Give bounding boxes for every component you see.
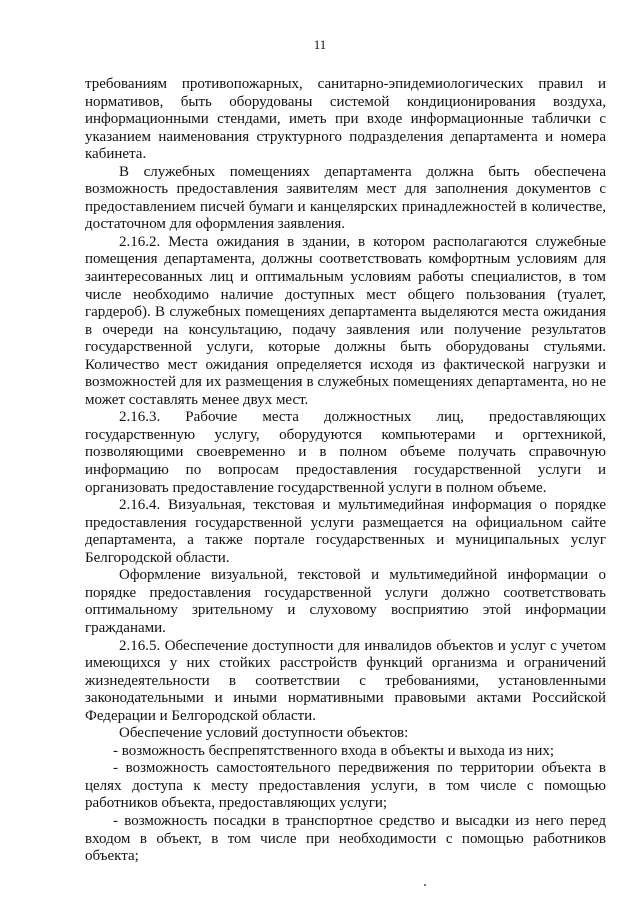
paragraph-2-16-3: 2.16.3. Рабочие места должностных лиц, предоставляющих государственную услугу, оборудуются компьютерами и оргтехникой, позволяющими своевременно и в полном объеме получать справочную информацию по вопросам предоставления государственной услуги и организовать предоставление государственной услуги в полном объеме. (85, 409, 606, 496)
page-number: 11 (313, 37, 327, 52)
paragraph-information-design: Оформление визуальной, текстовой и мультимедийной информации о порядке предоставления государственной услуги должно соответствовать оптимальному зрительному и слуховому восприятию этой информации гражданами. (85, 567, 606, 636)
paragraph-document-filling-places: В служебных помещениях департамента должна быть обеспечена возможность предоставления заявителям мест для заполнения документов с предоставлением писчей бумаги и канцелярских принадлежностей в количестве, достаточном для оформления заявления. (85, 163, 606, 233)
document-body (85, 76, 606, 866)
paragraph-accessibility-conditions: Обеспечение условий доступности объектов: (119, 725, 409, 742)
paragraph-2-16-5: 2.16.5. Обеспечение доступности для инвалидов объектов и услуг с учетом имеющихся у них стойких расстройств функций организма и ограничений жизнедеятельности в соответствии с требованиями, установленными законодательными и иными нормативными правовыми актами Российской Федерации и Белгородской области. (85, 637, 606, 724)
paragraph-2-16-2: 2.16.2. Места ожидания в здании, в котором располагаются служебные помещения департамента, должны соответствовать комфортным условиям для заинтересованных лиц и оптимальным условиям работы специалистов, в том числе необходимо наличие доступных мест общего пользования (туалет, гардероб). В служебных помещениях департамента выделяются места ожидания в очереди на консультацию, подачу заявления или получение результатов государственной услуги, которые должны быть оборудованы стульями. Количество мест ожидания определяется исходя из фактической нагрузки и возможностей для их размещения в служебных помещениях департамента, но не может составлять менее двух мест. (85, 233, 606, 408)
scan-speck (424, 884, 426, 886)
paragraph-requirements-continuation: требованиям противопожарных, санитарно-эпидемиологических правил и нормативов, быть оборудованы системой кондиционирования воздуха, информационными стендами, иметь при входе информационные таблички с указанием наименования структурного подразделения департамента и номера кабинета. (85, 76, 606, 163)
paragraph-2-16-4: 2.16.4. Визуальная, текстовая и мультимедийная информация о порядке предоставления государственной услуги размещается на официальном сайте департамента, а также портале государственных и муниципальных услуг Белгородской области. (85, 497, 606, 566)
list-item-entrance-exit: - возможность беспрепятственного входа в объекты и выхода из них; (113, 742, 555, 759)
list-item-independent-movement: - возможность самостоятельного передвижения по территории объекта в целях доступа к месту предоставления услуги, в том числе с помощью работников объекта, предоставляющих услуги; (85, 760, 606, 812)
list-item-transport-boarding: - возможность посадки в транспортное средство и высадки из него перед входом в объект, в том числе при необходимости с помощью работников объекта; (85, 812, 606, 865)
